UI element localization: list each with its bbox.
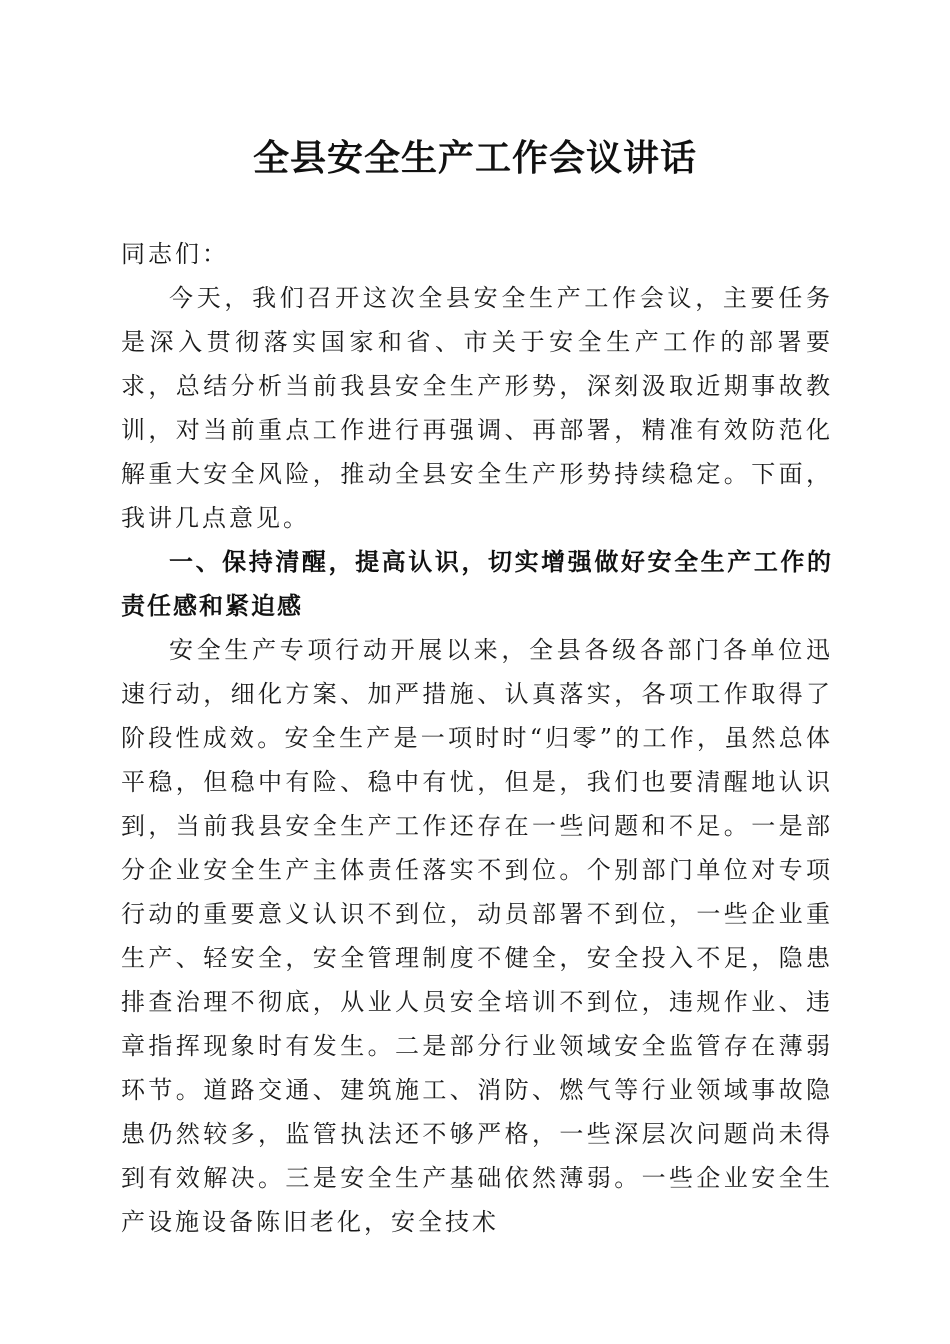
salutation: 同志们： xyxy=(121,240,229,268)
document-title: 全县安全生产工作会议讲话 xyxy=(252,137,697,179)
section-paragraph-1: 安全生产专项行动开展以来，全县各级各部门各单位迅速行动，细化方案、加严措施、认真落实，各项工作取得了阶段性成效。安全生产是一项时时“归零”的工作，虽然总体平稳，但稳中有险、稳中有忧，但是，我们也要清醒地认识到，当前我县安全生产工作还存在一些问题和不足。一是部分企业安全生产主体责任落实不到位。个别部门单位对专项行动的重要意义认识不到位，动员部署不到位，一些企业重生产、轻安全，安全管理制度不健全，安全投入不足，隐患排查治理不彻底，从业人员安全培训不到位，违规作业、违章指挥现象时有发生。二是部分行业领域安全监管存在薄弱环节。道路交通、建筑施工、消防、燃气等行业领域事故隐患仍然较多，监管执法还不够严格，一些深层次问题尚未得到有效解决。三是安全生产基础依然薄弱。一些企业安全生产设施设备陈旧老化，安全技术 xyxy=(121,636,833,1236)
intro-paragraph: 今天，我们召开这次全县安全生产工作会议，主要任务是深入贯彻落实国家和省、市关于安全生产工作的部署要求，总结分析当前我县安全生产形势，深刻汲取近期事故教训，对当前重点工作进行再强调、再部署，精准有效防范化解重大安全风险，推动全县安全生产形势持续稳定。下面，我讲几点意见。 xyxy=(121,284,833,532)
document-body xyxy=(121,232,833,1244)
section-heading-1: 一、保持清醒，提高认识，切实增强做好安全生产工作的责任感和紧迫感 xyxy=(121,548,833,620)
